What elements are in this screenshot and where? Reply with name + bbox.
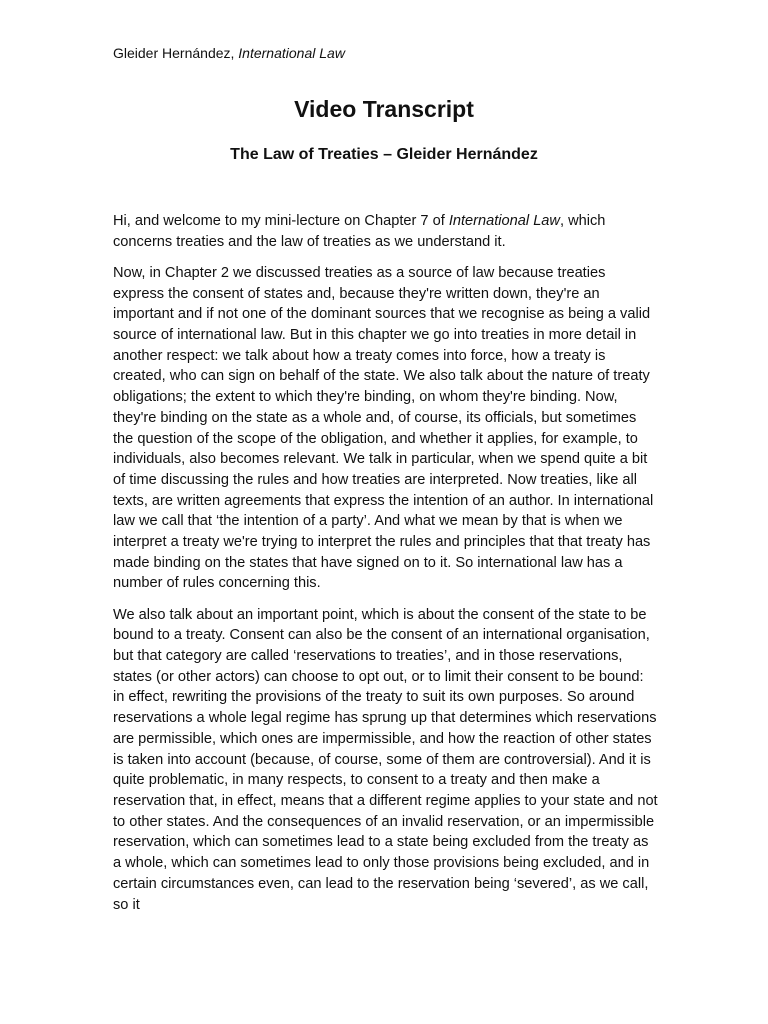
paragraph-intro-end: , which concerns treaties and the law of treaties as we understand it.	[113, 213, 606, 250]
paragraph-intro	[113, 211, 658, 252]
paragraph-intro-book-title: International Law	[448, 213, 560, 229]
paragraph-reservations: We also talk about an important point, which is about the consent of the state to be bound to a treaty. Consent can also be the consent of an international organisation, but that category are called ‘reservations to treaties’, and in those reservations, states (or other actors) can choose to opt out, or to limit their consent to be bound: in effect, rewriting the provisions of the treaty to suit its own purposes. So around reservations a whole legal regime has sprung up that determines which reservations are permissible, which ones are impermissible, and how the reaction of other states is taken into account (because, of course, some of them are controversial). And it is quite problematic, in many respects, to consent to a treaty and then make a reservation that, in effect, means that a different regime applies to your state and not to other states. And the consequences of an invalid reservation, or an impermissible reservation, which can sometimes lead to a state being excluded from the treaty as a whole, which can sometimes lead to only those provisions being excluded, and in certain circumstances even, can lead to the reservation being ‘severed’, as we call, so it	[113, 606, 658, 913]
running-header	[113, 44, 345, 62]
document-title: Video Transcript	[294, 96, 474, 122]
header-author: Gleider Hernández,	[113, 45, 239, 61]
paragraph-treaty-sources: Now, in Chapter 2 we discussed treaties as a source of law because treaties express the consent of states and, because they're written down, they're an important and if not one of the dominant sources that we recognise as being a valid source of international law. But in this chapter we go into treaties in more detail in another respect: we talk about how a treaty comes into force, how a treaty is created, who can sign on behalf of the state. We also talk about the nature of treaty obligations; the extent to which they're binding, on whom they're binding. Now, they're binding on the state as a whole and, of course, its officials, but sometimes the question of the scope of the obligation, and whether it applies, for example, to individuals, also becomes relevant. We talk in particular, when we spend quite a bit of time discussing the rules and how treaties are interpreted. Now treaties, like all texts, are written agreements that express the intention of an author. In international law we call that ‘the intention of a party’. And what we mean by that is when we interpret a treaty we're trying to interpret the rules and principles that that treaty has made binding on the states that have signed on to it. So international law has a number of rules concerning this.	[113, 264, 654, 592]
transcript-body	[113, 211, 658, 926]
document-subtitle: The Law of Treaties – Gleider Hernández	[230, 146, 538, 163]
header-book-title: International Law	[238, 45, 345, 61]
paragraph-intro-start: Hi, and welcome to my mini-lecture on Chapter 7 of	[113, 213, 449, 229]
